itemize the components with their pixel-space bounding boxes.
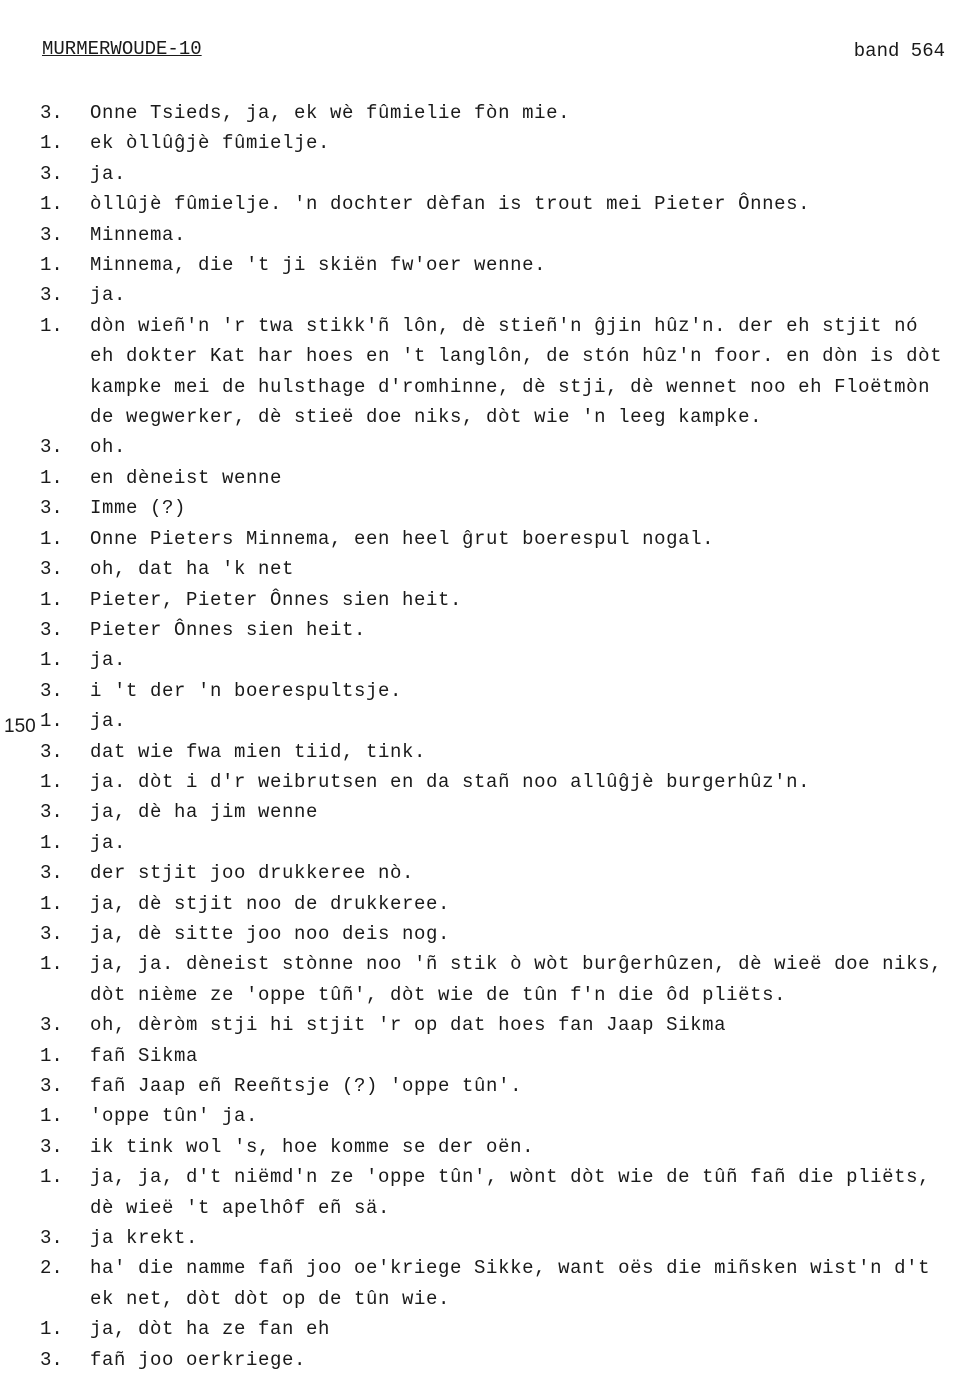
speaker-number: 3. — [40, 284, 63, 307]
speaker-number: 3. — [40, 922, 63, 945]
transcript-line — [0, 189, 979, 219]
speaker-number: 1. — [40, 527, 63, 550]
speaker-number: 3. — [40, 801, 63, 824]
speaker-number: 3. — [40, 679, 63, 702]
speaker-number: 3. — [40, 1135, 63, 1158]
speech-text: oh. — [90, 436, 127, 459]
speaker-number: 3. — [40, 1348, 63, 1371]
transcript-line — [0, 1101, 979, 1131]
speech-text: ja, ja, d't niëmd'n ze 'oppe tûn', wònt dòt wie de tûñ fañ die pliëts, dè wieë 't apelhôf eñ sä. — [90, 1166, 943, 1219]
tape-reference: band 564 — [853, 40, 945, 62]
speaker-number: 1. — [40, 1318, 63, 1341]
speech-text: fañ Jaap eñ Reeñtsje (?) 'oppe tûn'. — [90, 1075, 523, 1097]
transcript-line — [0, 1071, 979, 1101]
transcript-line — [0, 919, 979, 949]
speech-text: ha' die namme fañ joo oe'kriege Sikke, want oës die miñsken wist'n d't ek net, dòt dòt op de tûn wie. — [90, 1257, 943, 1310]
transcript-line — [0, 767, 979, 797]
speaker-number: 1. — [40, 314, 63, 337]
margin-line-number: 150 — [4, 716, 36, 738]
speaker-number: 1. — [40, 831, 63, 854]
speech-text: Imme (?) — [90, 497, 187, 520]
speech-text: en dèneist wenne — [90, 466, 283, 489]
transcript-line — [0, 706, 979, 736]
speech-text: ja, dè sitte joo noo deis nog. — [90, 922, 451, 945]
transcript-line — [0, 98, 979, 128]
speaker-number: 1. — [40, 1044, 63, 1067]
speaker-number: 1. — [40, 649, 63, 672]
speech-text: ja. — [90, 831, 127, 854]
page-header — [42, 38, 945, 66]
speech-text: Onne Tsieds, ja, ek wè fûmielie fòn mie. — [90, 102, 571, 124]
speaker-number: 3. — [40, 740, 63, 763]
speech-text: ja, dè stjit noo de drukkeree. — [90, 892, 451, 915]
speech-text: dat wie fwa mien tiid, tink. — [90, 740, 427, 763]
speech-text: ja. — [90, 710, 127, 733]
transcript-line — [0, 524, 979, 554]
transcript-line — [0, 737, 979, 767]
speaker-number: 3. — [40, 618, 63, 641]
speech-text: fañ joo oerkriege. — [90, 1348, 307, 1371]
transcript-line — [0, 858, 979, 888]
speaker-number: 1. — [40, 710, 63, 733]
speech-text: Minnema. — [90, 223, 187, 246]
speaker-number: 1. — [40, 466, 63, 489]
speaker-number: 1. — [40, 193, 63, 216]
speaker-number: 3. — [40, 162, 63, 185]
speech-text: Onne Pieters Minnema, een heel ĝrut boerespul nogal. — [90, 527, 715, 550]
transcript-line — [0, 1223, 979, 1253]
speech-text: Minnema, die 't ji skiën fw'oer wenne. — [90, 254, 547, 277]
speech-text: Pieter, Pieter Ônnes sien heit. — [90, 588, 463, 611]
transcript-line — [0, 949, 979, 1010]
speaker-number: 3. — [40, 1227, 63, 1250]
speech-text: 'oppe tûn' ja. — [90, 1105, 259, 1128]
transcript-line — [0, 554, 979, 584]
speech-text: oh, dat ha 'k net — [90, 558, 295, 581]
speaker-number: 1. — [40, 892, 63, 915]
speech-text: ja krekt. — [90, 1227, 199, 1250]
transcript-line — [0, 1162, 979, 1223]
speech-text: Pieter Ônnes sien heit. — [90, 618, 367, 641]
speech-text: ek òllûĝjè fûmielje. — [90, 132, 331, 155]
speech-text: der stjit joo drukkeree nò. — [90, 862, 415, 885]
speaker-number: 3. — [40, 862, 63, 885]
transcript-line — [0, 645, 979, 675]
speaker-number: 1. — [40, 770, 63, 793]
speaker-number: 3. — [40, 223, 63, 246]
transcript-line — [0, 1041, 979, 1071]
transcript-line — [0, 615, 979, 645]
transcript-line — [0, 1345, 979, 1375]
transcript-line — [0, 463, 979, 493]
speech-text: i 't der 'n boerespultsje. — [90, 679, 403, 702]
speaker-number: 3. — [40, 497, 63, 520]
transcript-line — [0, 432, 979, 462]
transcript-line — [0, 250, 979, 280]
speech-text: oh, dèròm stji hi stjit 'r op dat hoes fan Jaap Sikma — [90, 1014, 727, 1037]
speech-text: ja. dòt i d'r weibrutsen en da stañ noo allûĝjè burgerhûz'n. — [90, 770, 811, 793]
speaker-number: 1. — [40, 132, 63, 155]
speaker-number: 2. — [40, 1257, 63, 1280]
transcript-line — [0, 128, 979, 158]
transcript-line — [0, 159, 979, 189]
speech-text: ja, ja. dèneist stònne noo 'ñ stik ò wòt burĝerhûzen, dè wieë doe niks, dòt nième ze 'oppe tûñ', dòt wie de tûn f'n die ôd pliëts. — [90, 953, 955, 1006]
speaker-number: 1. — [40, 1166, 63, 1189]
transcript-line — [0, 220, 979, 250]
speaker-number: 1. — [40, 588, 63, 611]
speech-text: dòn wieñ'n 'r twa stikk'ñ lôn, dè stieñ'n ĝjin hûz'n. der eh stjit nó eh dokter Kat har hoes en 't langlôn, de stón hûz'n foor. en dòn is dòt kampke mei de hulsthage d'romhinne, dè stji, dè wennet noo eh Floëtmòn de wegwerker, dè stieë doe niks, dòt wie 'n leeg kampke. — [90, 314, 955, 429]
speech-text: ja, dè ha jim wenne — [90, 801, 319, 824]
speech-text: ja. — [90, 162, 127, 185]
speech-text: ja, dòt ha ze fan eh — [90, 1318, 331, 1341]
transcript-line — [0, 585, 979, 615]
transcript-line — [0, 889, 979, 919]
transcript-line — [0, 311, 979, 433]
document-title: MURMERWOUDE-10 — [42, 38, 202, 60]
speaker-number: 1. — [40, 953, 63, 976]
speaker-number: 3. — [40, 1075, 63, 1097]
transcript — [0, 98, 979, 1375]
speaker-number: 1. — [40, 1105, 63, 1128]
speaker-number: 3. — [40, 436, 63, 459]
transcript-line — [0, 280, 979, 310]
transcript-line — [0, 1253, 979, 1314]
speech-text: ik tink wol 's, hoe komme se der oën. — [90, 1135, 535, 1158]
transcript-line — [0, 676, 979, 706]
transcript-line — [0, 828, 979, 858]
transcript-line — [0, 1132, 979, 1162]
speaker-number: 3. — [40, 102, 63, 124]
transcript-line — [0, 797, 979, 827]
transcript-line — [0, 1314, 979, 1344]
speech-text: òllûjè fûmielje. 'n dochter dèfan is trout mei Pieter Ônnes. — [90, 193, 811, 216]
speech-text: ja. — [90, 284, 127, 307]
transcript-line — [0, 1010, 979, 1040]
speech-text: fañ Sikma — [90, 1044, 199, 1067]
transcript-line — [0, 493, 979, 523]
speaker-number: 3. — [40, 558, 63, 581]
speaker-number: 1. — [40, 254, 63, 277]
speaker-number: 3. — [40, 1014, 63, 1037]
speech-text: ja. — [90, 649, 127, 672]
